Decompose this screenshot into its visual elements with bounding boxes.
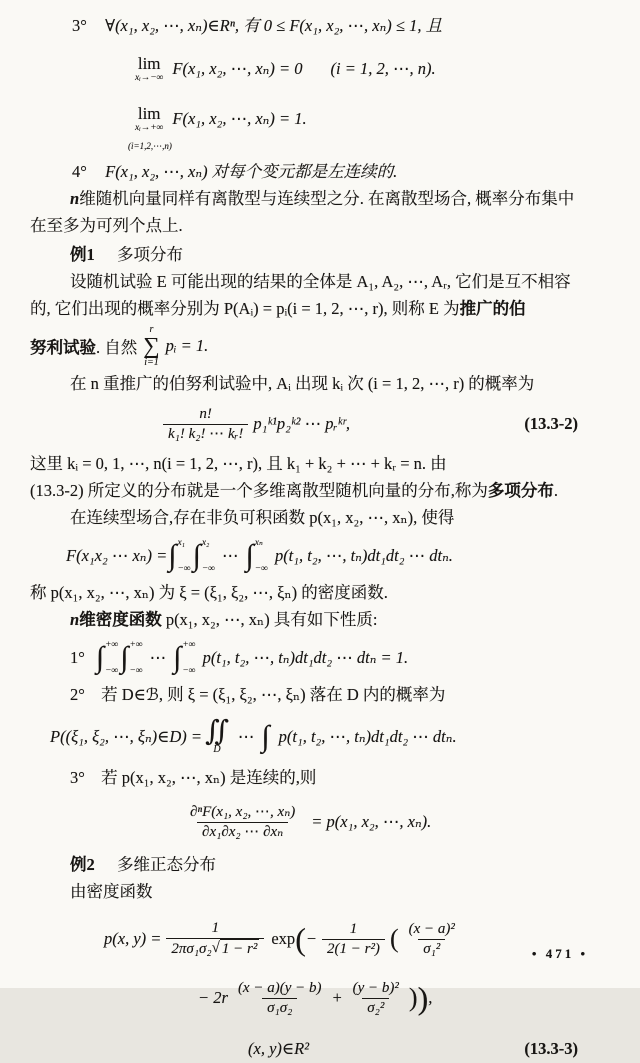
plus-sign: + [331,988,343,1007]
ellipsis: ⋯ [237,727,255,746]
limit-equation-2 [135,98,612,140]
domain-text: (x, y)∈R² [248,1039,310,1058]
fraction-denominator: 2(1 − r²) [322,939,385,959]
integral-icon: ∫ [192,539,201,572]
example-2-heading [30,851,612,878]
ellipsis: ⋯ [149,648,167,667]
formula-distribution-integral [66,535,612,577]
remark-text-1: 维随机向量同样有离散型与连续型之分. 在离散型场合, 概率分布集中 [79,189,575,208]
example-1-title: 多项分布 [117,245,183,264]
upper-limit: +∞ [105,640,119,650]
integral-limits [129,641,142,675]
formula-probability-over-region [50,714,612,760]
limit-operator [135,105,163,134]
cross-term-fraction [233,979,327,1018]
para-text: . 自然 [96,338,138,357]
fraction-numerator: (x − a)² [408,920,455,937]
page-number: • 471 • [531,946,588,961]
property-3deg-text: 若 p(x₁, x₂, ⋯, xₙ) 是连续的,则 [101,768,317,787]
fraction-numerator: ∂ⁿF(x₁, x₂, ⋯, xₙ) [190,803,296,820]
example-2-label: 例2 [70,855,95,874]
property-1-label: 1° [70,648,85,667]
integrand: p(t₁, t₂, ⋯, tₙ)dt₁dt₂ ⋯ dtₙ. [274,546,453,565]
density-property-3-line [30,764,612,791]
close-paren-inner: ) [408,983,418,1012]
ellipsis: ⋯ [222,546,239,565]
multinomial-coefficient-fraction [163,405,248,444]
summation-operator [143,324,159,368]
example-2-title: 多维正态分布 [117,855,216,874]
region-subscript: D [213,744,221,755]
fraction-numerator: n! [199,405,212,422]
lim-subscript: xᵢ→−∞ [135,72,164,83]
example-1-heading [30,241,612,268]
integral-icon: ∫ [173,641,182,674]
limit-2-note: (i=1,2,⋯,n) [128,141,172,151]
equation-number-13-3-2: (13.3-2) [524,414,578,433]
heading-rest: p(x₁, x₂, ⋯, xₙ) 具有如下性质: [161,610,378,629]
property-4-label: 4° [72,162,87,181]
integral-limits [105,641,118,675]
density-properties-heading [30,606,612,633]
integrand: p(t₁, t₂, ⋯, tₙ)dt₁dt₂ ⋯ dtₙ. [278,727,457,746]
sqrt-group [212,939,260,959]
example-1-para-line-1: 设随机试验 E 可能出现的结果的全体是 A₁, A₂, ⋯, Aᵣ, 它们是互不相容 [70,272,571,291]
property-3deg-label: 3° [70,768,85,787]
lower-limit: −∞ [254,564,268,574]
comma: , [428,988,433,1007]
fraction-denominator: σ₁² [418,939,445,959]
para-text: 的, 它们出现的概率分别为 P(Aᵢ) = pᵢ(i = 1, 2, ⋯, r), 则称 E 为 [30,299,460,318]
fraction-numerator: (x − a)(y − b) [237,979,322,996]
probability-product: p₁ᵏ¹p₂ᵏ² ⋯ pᵣᵏʳ, [253,414,350,433]
bold-term-generalized-bernoulli-2: 努利试验 [30,338,96,357]
example-1-para-2: 在 n 重推广的伯努利试验中, Aᵢ 出现 kᵢ 次 (i = 1, 2, ⋯, r) 的概率为 [70,374,535,393]
open-paren-inner: ( [389,924,399,953]
sqrt-icon: √ [211,940,220,956]
upper-limit: x₂ [201,538,210,548]
integrand: p(t₁, t₂, ⋯, tₙ)dt₁dt₂ ⋯ dtₙ = 1. [202,648,409,667]
formula-lhs: F(x₁x₂ ⋯ xₙ) = [66,546,168,565]
continuous-intro: 在连续型场合,存在非负可积函数 p(x₁, x₂, ⋯, xₙ), 使得 [70,508,455,527]
para-text: (13.3-2) 所定义的分布就是一个多维离散型随机向量的分布,称为 [30,481,488,500]
limit-operator [135,55,163,84]
example-1-para-line-3 [30,324,612,368]
upper-limit: +∞ [182,640,196,650]
fraction-denominator: σ₁σ₂ [262,998,297,1018]
density-property-1 [70,637,612,679]
script-borel-symbol: ℬ [145,685,159,704]
integral-limits [182,641,195,675]
sum-lower-limit: i=1 [144,357,159,368]
formula-lhs: P((ξ₁, ξ₂, ⋯, ξₙ)∈D) = [50,727,203,746]
density-definition-line: 称 p(x₁, x₂, ⋯, xₙ) 为 ξ = (ξ₁, ξ₂, ⋯, ξₙ) 的密度函数. [30,583,388,602]
upper-limit: xₙ [254,538,263,548]
example-1-para-3-line-1: 这里 kᵢ = 0, 1, ⋯, n(i = 1, 2, ⋯, r), 且 k₁ + k₂ + ⋯ + kᵣ = n. 由 [30,454,447,473]
sum-upper-limit: r [149,324,154,335]
sqrt-radicand: 1 − r² [221,941,258,957]
integral-limits [202,539,215,573]
formula-rhs: = p(x₁, x₂, ⋯, xₙ). [311,812,432,831]
formula-lhs: p(x, y) = [104,929,162,948]
formula-bivariate-normal-line-2 [198,973,612,1023]
example-2-intro: 由密度函数 [70,882,153,901]
integral-icon: ∫ [95,641,105,674]
x-term-fraction [404,920,460,959]
property-2-label: 2° [70,685,85,704]
exponent-coefficient-fraction [322,920,385,959]
example-1-para-3-line-2 [30,477,612,504]
fraction-denominator: ∂x₁∂x₂ ⋯ ∂xₙ [197,822,288,842]
integral-1 [168,539,190,573]
y-term-fraction [348,979,404,1018]
integral-limits [255,539,268,573]
integral-icon: ∫ [245,539,254,572]
integral-icon: ∫ [168,539,177,572]
integral-icon: ∫ [120,641,129,674]
fraction-numerator: 1 [211,920,220,936]
integral-2 [193,539,215,573]
property-3-text: ∀(x₁, x₂, ⋯, xₙ)∈Rⁿ, 有 0 ≤ F(x₁, x₂, ⋯, xₙ) ≤ 1, 且 [105,16,443,35]
lower-limit: −∞ [105,666,119,676]
integral-1 [96,641,118,675]
example-1-label: 例1 [70,245,95,264]
den-prefix: 2πσ₁σ₂ [171,941,212,957]
integral-limits [177,539,190,573]
bold-term-density-function: 维密度函数 [79,610,162,629]
formula-mixed-partial [180,797,612,847]
minus-sign: − [305,929,317,948]
fraction-numerator: (y − b)² [352,979,399,996]
lim-word: lim [137,103,161,123]
limit-1-body: F(x₁, x₂, ⋯, xₙ) = 0 [172,59,303,78]
lim-word: lim [137,53,161,73]
property-2-text-b: , 则 ξ = (ξ₁, ξ₂, ⋯, ξₙ) 落在 D 内的概率为 [158,685,446,704]
sum-tail: pᵢ = 1. [165,336,209,355]
property-4-text: F(x₁, x₂, ⋯, xₙ) 对每个变元都是左连续的. [105,162,398,181]
integral [261,722,269,752]
fraction-denominator: σ₂² [362,998,389,1018]
close-paren-outer: ) [417,980,429,1016]
fraction-denominator [166,938,264,959]
example-1-para-line-2 [30,295,612,322]
lower-limit: −∞ [177,564,191,574]
density-property-2-line [30,681,612,708]
bold-term-multinomial-distribution: 多项分布 [487,481,554,500]
fraction-denominator: k₁! k₂! ⋯ kᵣ! [163,424,248,444]
bold-term-generalized-bernoulli-1: 推广的伯 [459,299,526,318]
formula-domain-line [30,1035,612,1063]
lower-limit: −∞ [201,564,216,574]
formula-13-3-2 [30,402,612,446]
n-var: n [70,610,80,629]
remark-n-var: n [70,189,80,208]
double-integral [205,716,229,755]
property-3-line [30,12,612,39]
integral-icon: ∫ [261,720,270,753]
equation-number-13-3-3: (13.3-3) [524,1039,578,1058]
remark-line-1 [30,185,612,212]
limit-equation-1 [135,48,612,90]
upper-limit: x₁ [177,538,185,548]
property-3-label: 3° [72,16,87,35]
normalizing-fraction [166,919,264,959]
partial-derivative-fraction [185,803,300,842]
property-4-line [30,158,612,185]
open-paren-outer: ( [295,921,306,957]
lower-limit: −∞ [182,666,196,676]
property-2-text-a: 若 D∈ [101,685,146,704]
sum-symbol: ∑ [143,333,160,358]
integral-2 [120,641,142,675]
limit-2-body: F(x₁, x₂, ⋯, xₙ) = 1. [172,109,307,128]
limit-1-tail: (i = 1, 2, ⋯, n). [330,59,436,78]
integral-3 [173,641,195,675]
para-text: . [553,481,558,500]
integral-3 [246,539,268,573]
lim-subscript: xᵢ→+∞ [135,122,164,133]
exp-operator: exp [271,929,296,948]
lower-limit: −∞ [129,666,143,676]
cross-term-lead: − 2r [198,988,228,1007]
fraction-numerator: 1 [349,920,358,937]
remark-line-2: 在至多为可列个点上. [30,216,183,235]
upper-limit: +∞ [129,640,143,650]
double-integral-icon: ∬ [205,716,229,747]
